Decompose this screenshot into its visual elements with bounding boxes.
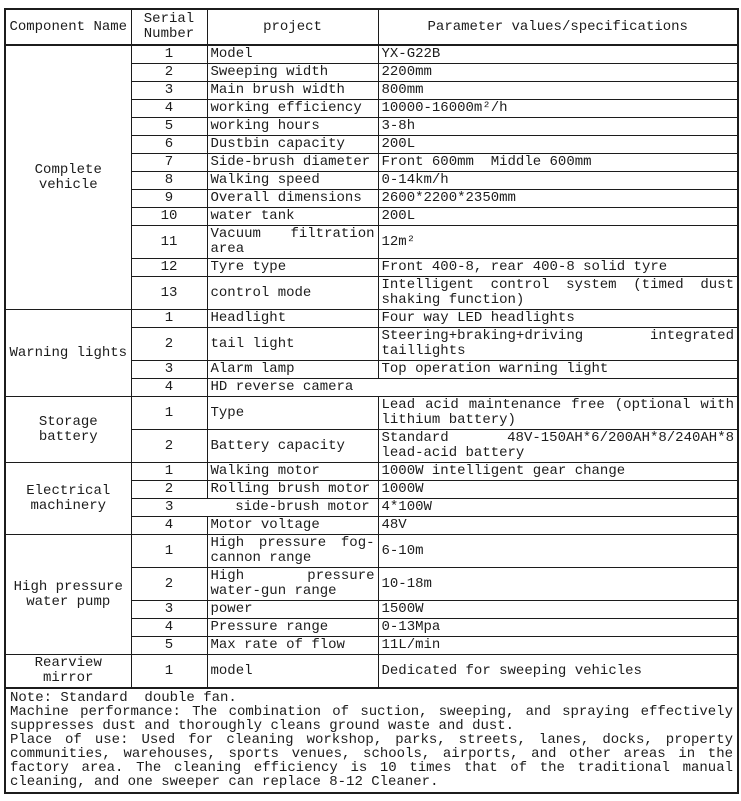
serial-cell: 3 xyxy=(131,82,207,100)
serial-cell: 2 xyxy=(131,64,207,82)
project-cell: working efficiency xyxy=(207,100,378,118)
value-cell: 10-18m xyxy=(378,568,738,601)
serial-cell: 1 xyxy=(131,535,207,568)
serial-cell: 1 xyxy=(131,310,207,328)
project-cell: Type xyxy=(207,397,378,430)
project-cell: power xyxy=(207,601,378,619)
header-component-name: Component Name xyxy=(5,9,131,45)
serial-cell: 2 xyxy=(131,430,207,463)
project-cell: Model xyxy=(207,45,378,64)
project-cell: HD reverse camera xyxy=(207,379,738,397)
value-cell: 2600*2200*2350mm xyxy=(378,190,738,208)
serial-cell: 13 xyxy=(131,277,207,310)
spec-table-body xyxy=(5,45,738,688)
serial-cell: 5 xyxy=(131,637,207,655)
spec-table xyxy=(4,8,739,794)
notes-cell xyxy=(5,688,738,793)
project-cell: side-brush motor xyxy=(207,499,378,517)
value-cell: 0-13Mpa xyxy=(378,619,738,637)
value-cell: Intelligent control system (timed dust shaking function) xyxy=(378,277,738,310)
component-cell: Storage battery xyxy=(5,397,131,463)
value-cell: 4*100W xyxy=(378,499,738,517)
project-cell: Motor voltage xyxy=(207,517,378,535)
serial-cell: 12 xyxy=(131,259,207,277)
value-cell: Front 600mm Middle 600mm xyxy=(378,154,738,172)
header-parameter-values: Parameter values/specifications xyxy=(378,9,738,45)
project-cell: High pressure fog-cannon range xyxy=(207,535,378,568)
component-cell: Rearview mirror xyxy=(5,655,131,689)
table-row xyxy=(5,397,738,430)
value-cell: Steering+braking+driving integrated taillights xyxy=(378,328,738,361)
serial-cell: 4 xyxy=(131,100,207,118)
table-row xyxy=(5,310,738,328)
value-cell: Front 400-8, rear 400-8 solid tyre xyxy=(378,259,738,277)
value-cell: 200L xyxy=(378,208,738,226)
value-cell: 3-8h xyxy=(378,118,738,136)
project-cell: Dustbin capacity xyxy=(207,136,378,154)
notes-section xyxy=(5,688,738,793)
project-cell: Overall dimensions xyxy=(207,190,378,208)
project-cell: Walking motor xyxy=(207,463,378,481)
value-cell: Four way LED headlights xyxy=(378,310,738,328)
serial-cell: 5 xyxy=(131,118,207,136)
project-cell: Main brush width xyxy=(207,82,378,100)
value-cell: 1500W xyxy=(378,601,738,619)
value-cell: 11L/min xyxy=(378,637,738,655)
serial-cell: 4 xyxy=(131,619,207,637)
project-cell: control mode xyxy=(207,277,378,310)
header-serial-number: Serial Number xyxy=(131,9,207,45)
table-header-row xyxy=(5,9,738,45)
project-cell: tail light xyxy=(207,328,378,361)
table-row xyxy=(5,655,738,689)
serial-cell: 7 xyxy=(131,154,207,172)
serial-cell: 2 xyxy=(131,328,207,361)
project-cell: Pressure range xyxy=(207,619,378,637)
value-cell: 200L xyxy=(378,136,738,154)
project-cell: Tyre type xyxy=(207,259,378,277)
value-cell: 1000W intelligent gear change xyxy=(378,463,738,481)
table-row xyxy=(5,535,738,568)
project-cell: Headlight xyxy=(207,310,378,328)
serial-cell: 1 xyxy=(131,45,207,64)
serial-cell: 4 xyxy=(131,379,207,397)
project-cell: working hours xyxy=(207,118,378,136)
value-cell: 0-14km/h xyxy=(378,172,738,190)
project-cell: Walking speed xyxy=(207,172,378,190)
header-project: project xyxy=(207,9,378,45)
project-cell: High pressure water-gun range xyxy=(207,568,378,601)
value-cell: 10000-16000m²/h xyxy=(378,100,738,118)
value-cell: 1000W xyxy=(378,481,738,499)
project-cell: Battery capacity xyxy=(207,430,378,463)
value-cell: Lead acid maintenance free (optional with lithium battery) xyxy=(378,397,738,430)
serial-cell: 10 xyxy=(131,208,207,226)
project-cell: Max rate of flow xyxy=(207,637,378,655)
serial-cell: 6 xyxy=(131,136,207,154)
table-row xyxy=(5,45,738,64)
serial-cell: 3 xyxy=(131,361,207,379)
serial-cell: 3 xyxy=(131,499,207,517)
serial-cell: 8 xyxy=(131,172,207,190)
project-cell: Vacuum filtration area xyxy=(207,226,378,259)
serial-cell: 11 xyxy=(131,226,207,259)
value-cell: 800mm xyxy=(378,82,738,100)
value-cell: Dedicated for sweeping vehicles xyxy=(378,655,738,689)
component-cell: Complete vehicle xyxy=(5,45,131,310)
note-standard: Note: Standard double fan. xyxy=(10,690,237,706)
project-cell: Rolling brush motor xyxy=(207,481,378,499)
value-cell: Top operation warning light xyxy=(378,361,738,379)
project-cell: water tank xyxy=(207,208,378,226)
project-cell: Sweeping width xyxy=(207,64,378,82)
value-cell: 12m² xyxy=(378,226,738,259)
note-machine-performance: Machine performance: The combination of suction, sweeping, and spraying effectively suppresses dust and thoroughly cleans ground waste and dust. xyxy=(10,704,733,734)
serial-cell: 1 xyxy=(131,655,207,689)
value-cell: 6-10m xyxy=(378,535,738,568)
serial-cell: 2 xyxy=(131,481,207,499)
serial-cell: 3 xyxy=(131,601,207,619)
notes-row xyxy=(5,688,738,793)
table-row xyxy=(5,463,738,481)
note-place-of-use: Place of use: Used for cleaning workshop, parks, streets, lanes, docks, property communities, warehouses, sports venues, schools, airports, and other areas in the factory area. The cleaning efficiency is 10 times that of the traditional manual cleaning, and one sweeper can replace 8-12 Cleaner. xyxy=(10,732,733,790)
component-cell: Electrical machinery xyxy=(5,463,131,535)
value-cell: 2200mm xyxy=(378,64,738,82)
serial-cell: 2 xyxy=(131,568,207,601)
table-header xyxy=(5,9,738,45)
project-cell: Side-brush diameter xyxy=(207,154,378,172)
project-cell: Alarm lamp xyxy=(207,361,378,379)
component-cell: High pressure water pump xyxy=(5,535,131,655)
project-cell: model xyxy=(207,655,378,689)
value-cell: Standard 48V-150AH*6/200AH*8/240AH*8 lead-acid battery xyxy=(378,430,738,463)
value-cell: 48V xyxy=(378,517,738,535)
serial-cell: 4 xyxy=(131,517,207,535)
serial-cell: 9 xyxy=(131,190,207,208)
component-cell: Warning lights xyxy=(5,310,131,397)
serial-cell: 1 xyxy=(131,397,207,430)
value-cell: YX-G22B xyxy=(378,45,738,64)
serial-cell: 1 xyxy=(131,463,207,481)
